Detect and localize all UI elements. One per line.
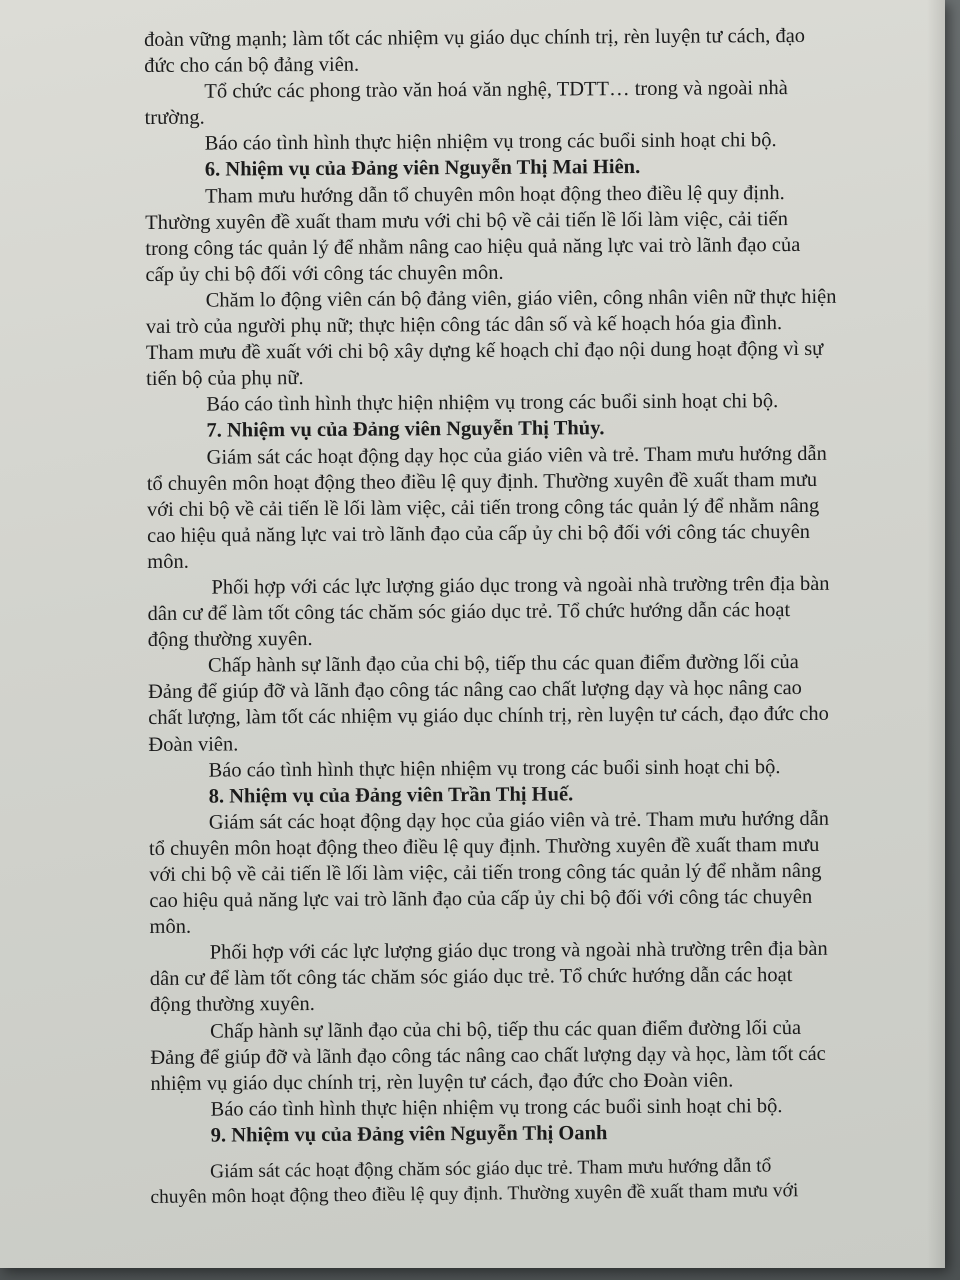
text-line: tổ chuyên môn hoạt động theo điều lệ quy định. Thường xuyên đề xuất tham mưu: [146, 468, 818, 495]
text-line: Giám sát các hoạt động chăm sóc giáo dục trẻ. Tham mưu hướng dẫn tổ: [210, 1155, 772, 1183]
text-line: Giám sát các hoạt động dạy học của giáo viên và trẻ. Tham mưu hướng dẫn: [208, 807, 830, 834]
text-line: tổ chuyên môn hoạt động theo điều lệ quy định. Thường xuyên đề xuất tham mưu: [148, 833, 820, 860]
text-line: với chi bộ về cải tiến lề lối làm việc, cải tiến trong công tác quản lý để nhằm nâng: [146, 494, 820, 521]
text-line: dân cư để làm tốt công tác chăm sóc giáo dục trẻ. Tổ chức hướng dẫn các hoạt: [147, 599, 791, 626]
text-line: dân cư để làm tốt công tác chăm sóc giáo dục trẻ. Tổ chức hướng dẫn các hoạt: [149, 964, 793, 991]
text-line: Báo cáo tình hình thực hiện nhiệm vụ trong các buổi sinh hoạt chi bộ.: [206, 390, 779, 416]
text-line: chuyên môn hoạt động theo điều lệ quy định. Thường xuyên đề xuất tham mưu với: [150, 1180, 799, 1208]
text-line: cao hiệu quả năng lực vai trò lãnh đạo của cấp ủy chi bộ đối với công tác chuyên: [147, 520, 811, 547]
text-line: Tham mưu hướng dẫn tổ chuyên môn hoạt động theo điều lệ quy định.: [204, 181, 785, 208]
section-heading-6: 6. Nhiệm vụ của Đảng viên Nguyễn Thị Mai Hiên.: [204, 156, 641, 182]
text-line: tiến bộ của phụ nữ.: [146, 367, 304, 391]
text-line: Báo cáo tình hình thực hiện nhiệm vụ trong các buổi sinh hoạt chi bộ.: [210, 1094, 783, 1121]
text-line: đức cho cán bộ đảng viên.: [144, 53, 360, 78]
text-line: trong công tác quản lý để nhằm nâng cao hiệu quả năng lực vai trò lãnh đạo của: [145, 233, 801, 260]
section-heading-9: 9. Nhiệm vụ của Đảng viên Nguyễn Thị Oanh: [210, 1122, 608, 1147]
text-line: nhiệm vụ giáo dục chính trị, rèn luyện tư cách, đạo đức cho Đoàn viên.: [150, 1069, 734, 1095]
text-line: Chấp hành sự lãnh đạo của chi bộ, tiếp thu các quan điểm đường lối của: [207, 651, 799, 677]
text-line: môn.: [149, 915, 192, 939]
text-line: Báo cáo tình hình thực hiện nhiệm vụ trong các buổi sinh hoạt chi bộ.: [208, 755, 781, 782]
text-line: đoàn vững mạnh; làm tốt các nhiệm vụ giáo dục chính trị, rèn luyện tư cách, đạo: [144, 24, 806, 51]
section-heading-8: 8. Nhiệm vụ của Đảng viên Trần Thị Huế.: [208, 783, 574, 808]
text-line: trường.: [144, 106, 205, 130]
text-line: Tham mưu đề xuất với chi bộ xây dựng kế hoạch chỉ đạo nội dung hoạt động vì sự: [145, 337, 824, 365]
text-line: Đảng để giúp đỡ và lãnh đạo công tác nâng cao chất lượng dạy và học nâng cao: [147, 677, 802, 704]
text-line: Giám sát các hoạt động dạy học của giáo viên và trẻ. Tham mưu hướng dẫn: [206, 442, 827, 469]
text-line: với chi bộ về cải tiến lề lối làm việc, cải tiến trong công tác quản lý để nhằm nâng: [149, 859, 822, 886]
document-body: [144, 22, 921, 1149]
text-line: chất lượng, làm tốt các nhiệm vụ giáo dục chính trị, rèn luyện tư cách, đạo đức cho: [148, 703, 829, 730]
text-line: môn.: [147, 550, 189, 573]
text-line: Thường xuyên đề xuất tham mưu với chi bộ về cải tiến lề lối làm việc, cải tiến: [145, 207, 789, 234]
text-line: Tổ chức các phong trào văn hoá văn nghệ, TDTT… trong và ngoài nhà: [204, 77, 788, 103]
section-heading-7: 7. Nhiệm vụ của Đảng viên Nguyễn Thị Thủy.: [206, 417, 605, 443]
text-line: Phối hợp với các lực lượng giáo dục trong và ngoài nhà trường trên địa bàn: [209, 938, 828, 964]
text-line: động thường xuyên.: [149, 993, 315, 1017]
text-line: Chăm lo động viên cán bộ đảng viên, giáo viên, công nhân viên nữ thực hiện: [205, 285, 837, 312]
text-line: động thường xuyên.: [147, 628, 313, 652]
page-edge-shadow: [927, 0, 945, 1268]
document-body-tail: [150, 1152, 920, 1210]
text-line: Chấp hành sự lãnh đạo của chi bộ, tiếp thu các quan điểm đường lối của: [210, 1016, 802, 1043]
text-line: Báo cáo tình hình thực hiện nhiệm vụ trong các buổi sinh hoạt chi bộ.: [204, 129, 777, 156]
text-line: Đoàn viên.: [148, 732, 239, 756]
text-line: Phối hợp với các lực lượng giáo dục trong và ngoài nhà trường trên địa bàn: [211, 572, 830, 599]
text-line: vai trò của người phụ nữ; thực hiện công tác dân số và kế hoạch hóa gia đình.: [145, 312, 783, 339]
text-line: cấp ủy chi bộ đối với công tác chuyên môn.: [145, 261, 504, 286]
text-line: cao hiệu quả năng lực vai trò lãnh đạo của cấp ủy chi bộ đối với công tác chuyên: [149, 886, 813, 913]
text-line: Đảng để giúp đỡ và lãnh đạo công tác nâng cao chất lượng dạy và học, làm tốt các: [150, 1042, 826, 1069]
